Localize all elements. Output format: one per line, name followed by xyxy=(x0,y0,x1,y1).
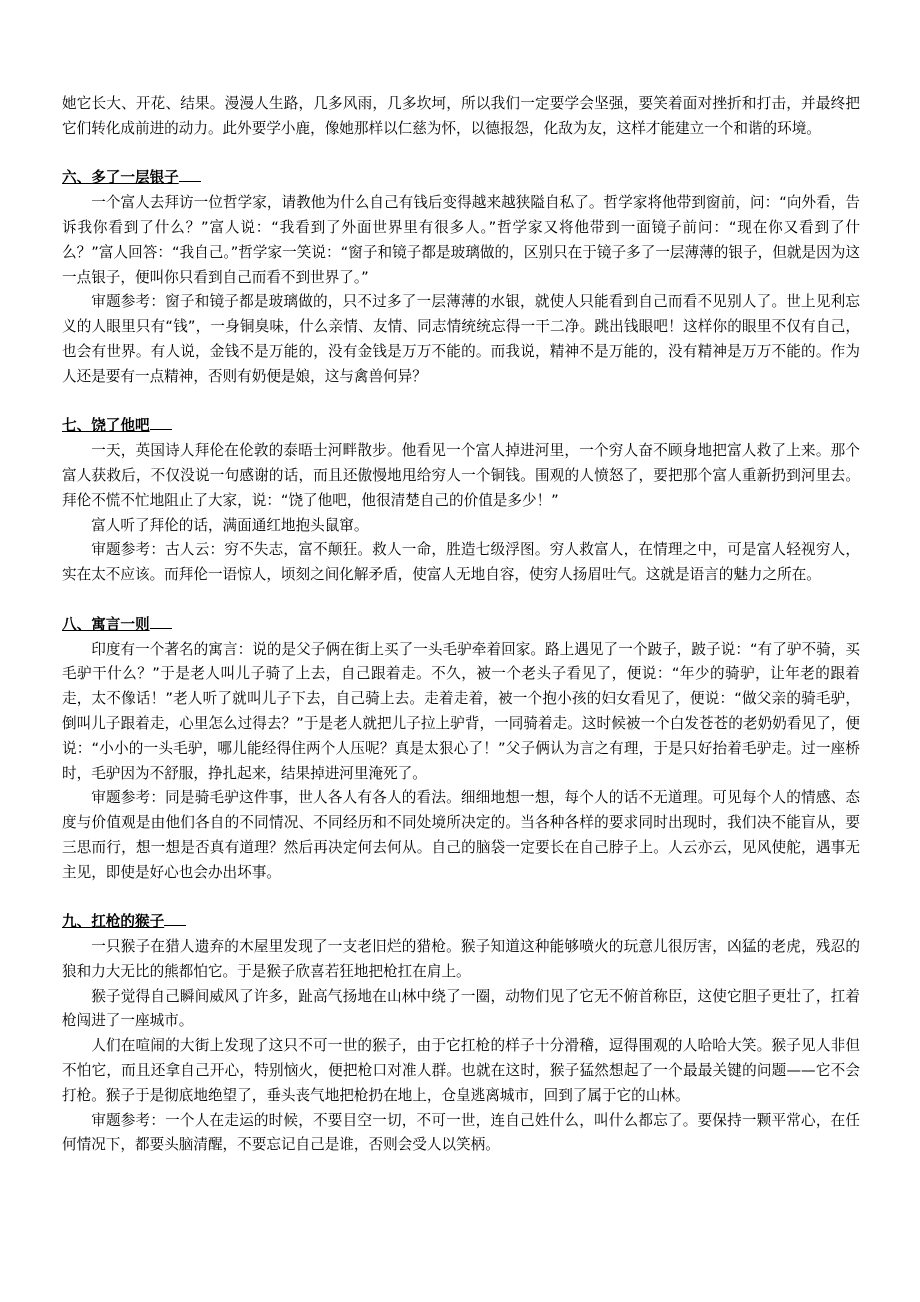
heading-underline xyxy=(179,166,201,182)
section-gap xyxy=(62,588,860,613)
section-paragraph: 印度有一个著名的寓言：说的是父子俩在街上买了一头毛驴牵着回家。路上遇见了一个跛子，跛子说：“有了驴不骑，买毛驴干什么？”于是老人叫儿子骑了上去，自己跟着走。不久，被一个老头子看见了，便说：“年少的骑驴，让年老的跟着走，太不像话！”老人听了就叫儿子下去，自己骑上去。走着走着，被一个抱小孩的妇女看见了，便说：“做父亲的骑毛驴，倒叫儿子跟着走，心里怎么过得去？”于是老人就把儿子拉上驴背，一同骑着走。这时候被一个白发苍苍的老奶奶看见了，便说：“小小的一头毛驴，哪儿能经得住两个人压呢？真是太狠心了！”父子俩认为言之有理，于是只好抬着毛驴走。过一座桥时，毛驴因为不舒服，挣扎起来，结果掉进河里淹死了。 xyxy=(62,640,860,782)
section-gap xyxy=(62,390,860,415)
section-gap xyxy=(62,142,860,167)
section-paragraph: 一个富人去拜访一位哲学家，请教他为什么自己有钱后变得越来越狭隘自私了。哲学家将他带到窗前，问：“向外看，告诉我你看到了什么？”富人说：“我看到了外面世界里有很多人。”哲学家又将他带到一面镜子前问：“现在你又看到了什么？”富人回答：“我自己。”哲学家一笑说：“窗子和镜子都是玻璃做的，区别只在于镜子多了一层薄薄的银子，但就是因为这一点银子，便叫你只看到自己而看不到世界了。” xyxy=(62,194,860,286)
section-title: 七、饶了他吧 xyxy=(62,417,150,435)
section-seven xyxy=(62,414,860,588)
section-paragraph: 人们在喧闹的大街上发现了这只不可一世的猴子，由于它扛枪的样子十分滑稽，逗得围观的人哈哈大笑。猴子见人非但不怕它，而且还拿自己开心，特别恼火，便把枪口对准人群。也就在这时，猴子猛然想起了一个最最关键的问题——它不会打枪。猴子于是彻底地绝望了，垂头丧气地把枪扔在地上，仓皇逃离城市，回到了属于它的山林。 xyxy=(62,1037,860,1104)
section-paragraph: 审题参考：同是骑毛驴这件事，世人各人有各人的看法。细细地想一想，每个人的话不无道理。可见每个人的情感、态度与价值观是由他们各自的不同情况、不同经历和不同处境所决定的。当各种各样的要求同时出现时，我们决不能盲从，要三思而行，想一想是否真有道理？然后再决定何去何从。自己的脑袋一定要长在自己脖子上。人云亦云，见风使舵，遇事无主见，即使是好心也会办出坏事。 xyxy=(62,789,860,881)
section-paragraph: 富人听了拜伦的话，满面通红地抱头鼠窜。 xyxy=(91,516,369,534)
section-title: 六、多了一层银子 xyxy=(62,169,179,187)
section-eight xyxy=(62,613,860,886)
section-nine xyxy=(62,910,860,1158)
section-title: 九、扛枪的猴子 xyxy=(62,913,165,931)
section-heading xyxy=(62,613,860,638)
section-heading xyxy=(62,166,860,191)
heading-underline xyxy=(150,613,172,629)
section-title: 八、寓言一则 xyxy=(62,615,150,633)
section-heading xyxy=(62,910,860,935)
section-paragraph: 审题参考：窗子和镜子都是玻璃做的，只不过多了一层薄薄的水银，就使人只能看到自己而看不见别人了。世上见利忘义的人眼里只有“钱”，一身铜臭味，什么亲情、友情、同志情统统忘得一干二净。跳出钱眼吧！这样你的眼里不仅有自己，也会有世界。有人说，金钱不是万能的，没有金钱是万万不能的。而我说，精神不是万能的，没有精神是万万不能的。作为人还是要有一点精神，否则有奶便是娘，这与禽兽何异？ xyxy=(62,293,860,385)
heading-underline xyxy=(150,414,172,430)
section-gap xyxy=(62,886,860,911)
section-paragraph: 审题参考：古人云：穷不失志，富不颠狂。救人一命，胜造七级浮图。穷人救富人，在情理之中，可是富人轻视穷人，实在太不应该。而拜伦一语惊人，顷刻之间化解矛盾，使富人无地自容，使穷人扬眉吐气。这就是语言的魅力之所在。 xyxy=(62,541,860,584)
section-heading xyxy=(62,414,860,439)
heading-underline xyxy=(164,910,186,926)
intro-paragraph: 她它长大、开花、结果。漫漫人生路，几多风雨，几多坎坷，所以我们一定要学会坚强，要笑着面对挫折和打击，并最终把它们转化成前进的动力。此外要学小鹿，像她那样以仁慈为怀，以德报怨，化敌为友，这样才能建立一个和谐的环境。 xyxy=(62,95,860,137)
section-paragraph: 一天，英国诗人拜伦在伦敦的泰晤士河畔散步。他看见一个富人掉进河里，一个穷人奋不顾身地把富人救了上来。那个富人获救后，不仅没说一句感谢的话，而且还傲慢地甩给穷人一个铜钱。围观的人愤怒了，要把那个富人重新扔到河里去。拜伦不慌不忙地阻止了大家，说：“饶了他吧，他很清楚自己的价值是多少！” xyxy=(62,442,860,509)
section-paragraph: 猴子觉得自己瞬间威风了许多，趾高气扬地在山林中绕了一圈，动物们见了它无不俯首称臣，这使它胆子更壮了，扛着枪闯进了一座城市。 xyxy=(62,987,860,1030)
section-paragraph: 一只猴子在猎人遗弃的木屋里发现了一支老旧烂的猎枪。猴子知道这种能够喷火的玩意儿很厉害，凶猛的老虎，残忍的狼和力大无比的熊都怕它。于是猴子欣喜若狂地把枪扛在肩上。 xyxy=(62,938,860,980)
section-paragraph: 审题参考：一个人在走运的时候，不要目空一切，不可一世，连自己姓什么，叫什么都忘了。要保持一颗平常心，在任何情况下，都要头脑清醒，不要忘记自己是谁，否则会受人以笑柄。 xyxy=(62,1111,860,1154)
section-six xyxy=(62,166,860,389)
